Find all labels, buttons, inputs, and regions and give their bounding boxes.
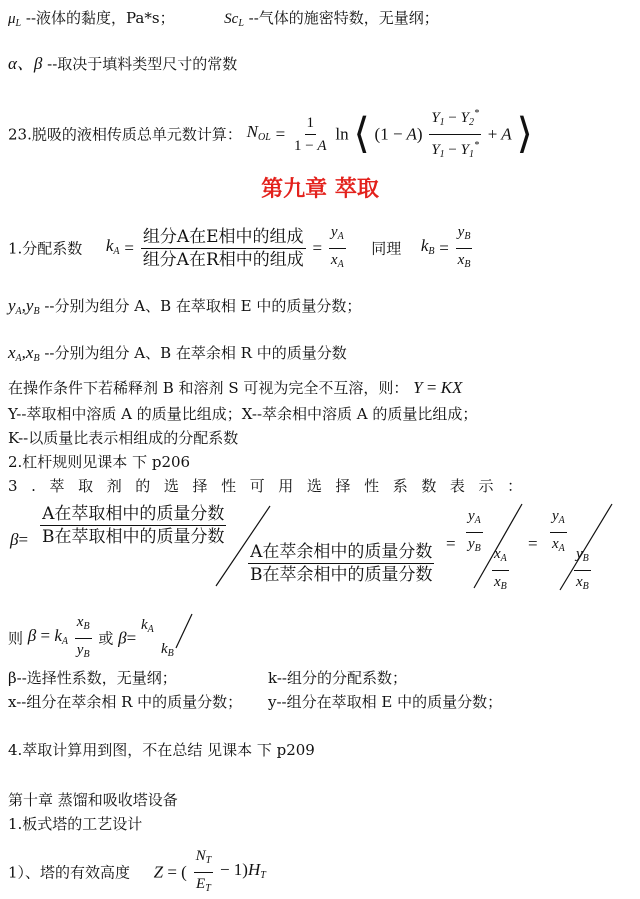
beta-symbol: β= (10, 530, 29, 549)
tower-height-label: 1）、塔的有效高度 (8, 863, 131, 882)
mu-definition: --液体的黏度，Pa*s； (25, 9, 175, 27)
y-ab-definition: --分别为组分 A、B 在萃取相 E 中的质量分数； (44, 297, 362, 315)
y-component-definition: y--组分在萃取相 E 中的质量分数； (268, 693, 503, 711)
selectivity-denominator-fraction: A在萃余相中的质量分数 B在萃余相中的质量分数 (250, 542, 433, 585)
y-equals-kx: Y = KX (413, 378, 463, 397)
alpha-beta-definition: --取决于填料类型尺寸的常数 (47, 55, 238, 73)
beta-relation-line: 则 $\beta = k_A$ $\frac{x_B}{y_B}$ 或 β= $k_A$ $k_B$ (8, 614, 174, 660)
sc-definition: --气体的施密特数，无量纲； (248, 9, 439, 27)
alpha-beta-symbols: α、β (8, 54, 43, 73)
plate-tower-design: 1.板式塔的工艺设计 (8, 815, 143, 833)
selectivity-numerator-fraction: A在萃取相中的质量分数 B在萃取相中的质量分数 (42, 504, 225, 547)
tongli-text: 同理 (371, 239, 402, 258)
x-ab-symbols: $x_A,x_B$ (8, 343, 40, 364)
beta-definition: β--选择性系数，无量纲； (8, 669, 177, 687)
extraction-calc-note: 4.萃取计算用到图，不在总结 见课本 下 p209 (8, 741, 315, 759)
chapter-9-title: 第九章 萃取 (261, 177, 379, 202)
ze-text: 则 (8, 629, 24, 648)
x-component-definition: x--组分在萃余相 R 中的质量分数； (8, 693, 243, 711)
eq23-coefficient-fraction: $\frac{1}{1 - A}$ (293, 115, 327, 154)
eq23-label: 23.脱吸的液相传质总单元数计算： (8, 125, 242, 144)
distribution-coefficient-fraction: $\frac{\text{组分A在E相中的组成}}{\text{组分A在R相中的组成}}$ (142, 227, 304, 270)
distribution-coefficient-label: 1.分配系数 (8, 239, 83, 258)
k-definition: K--以质量比表示相组成的分配系数 (8, 429, 239, 447)
distribution-coefficient-line: 1.分配系数 $k_A$ = $\frac{\text{组分A在E相中的组成}}{\text{组分A在R相中的组成}}$ = $\frac{y_A}{x_A}$ 同理 $k_B$ = $\frac{y_B}{x_B}$ (8, 224, 471, 270)
y-x-definition: Y--萃取相中溶质 A 的质量比组成；X--萃余相中溶质 A 的质量比组成； (8, 405, 478, 423)
mu-l-symbol: $\mu_L$ (8, 11, 22, 29)
selectivity-intro: 3.萃取剂的选择性可用选择性系数表示： (8, 477, 536, 495)
n-ol-symbol: $N_{OL}$ (246, 121, 271, 143)
equation-23: 23.脱吸的液相传质总单元数计算： $N_{OL}$ = $\frac{1}{1 - A}$ ln ⟨ (1 − A) $\frac{Y_1 - Y_2^*}{Y_1 - Y_1^*}$ + A ⟩ (8, 104, 533, 165)
chapter-10-title: 第十章 蒸馏和吸收塔设备 (8, 791, 178, 809)
lever-rule: 2.杠杆规则见课本 下 p206 (8, 453, 191, 471)
x-ab-definition: --分别为组分 A、B 在萃余相 R 中的质量分数 (44, 344, 347, 362)
y-ab-symbols: $y_A,y_B$ (8, 296, 40, 317)
eq23-y-fraction: $\frac{Y_1 - Y_2^*}{Y_1 - Y_1^*}$ (429, 104, 481, 165)
immiscible-text: 在操作条件下若稀释剂 B 和溶剂 S 可视为完全不互溶，则： (8, 379, 409, 397)
k-component-definition: k--组分的分配系数； (268, 669, 407, 687)
tower-height-line: 1）、塔的有效高度 Z = ( $\frac{N_T}{E_T}$ − $1)H_T$ (8, 846, 266, 899)
huo-text: 或 (98, 629, 114, 648)
sc-l-symbol: $Sc_L$ (224, 11, 244, 29)
nt-over-et: $\frac{N_T}{E_T}$ (195, 848, 212, 894)
